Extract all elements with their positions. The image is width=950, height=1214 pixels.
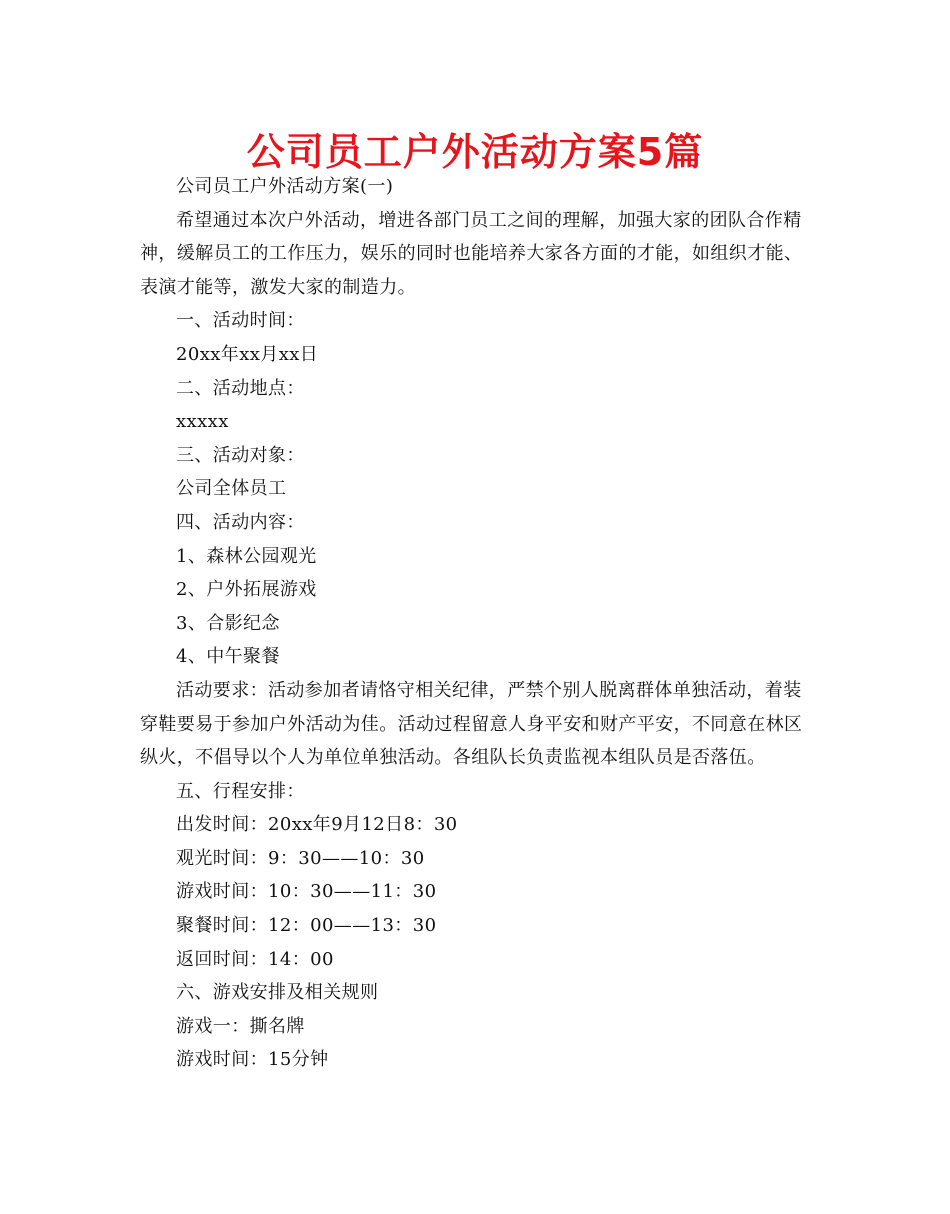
- content-item: 3、合影纪念: [176, 612, 280, 634]
- games-heading: 六、游戏安排及相关规则: [176, 982, 379, 1004]
- schedule-heading: 五、行程安排：: [176, 780, 305, 802]
- activity-location-heading: 二、活动地点：: [176, 377, 305, 399]
- section-heading: 公司员工户外活动方案(一): [176, 176, 394, 197]
- game-name: 游戏一：撕名牌: [176, 1015, 305, 1037]
- schedule-item: 返回时间：14：00: [176, 948, 334, 970]
- activity-content-heading: 四、活动内容：: [176, 511, 305, 533]
- content-item: 4、中午聚餐: [176, 646, 280, 668]
- activity-time-heading: 一、活动时间：: [176, 310, 305, 332]
- schedule-item: 观光时间：9：30——10：30: [176, 847, 425, 869]
- activity-target-heading: 三、活动对象：: [176, 444, 305, 466]
- document-body: [140, 170, 812, 1077]
- schedule-item: 聚餐时间：12：00——13：30: [176, 915, 437, 937]
- game-duration: 游戏时间：15分钟: [176, 1049, 329, 1071]
- requirements-paragraph: 活动要求：活动参加者请恪守相关纪律，严禁个别人脱离群体单独活动，着装穿鞋要易于参加户外活动为佳。活动过程留意人身平安和财产平安，不同意在林区纵火，不倡导以个人为单位单独活动。各组队长负责监视本组队员是否落伍。: [140, 679, 803, 769]
- schedule-item: 游戏时间：10：30——11：30: [176, 881, 437, 903]
- content-item: 1、森林公园观光: [176, 545, 317, 567]
- intro-paragraph: 希望通过本次户外活动，增进各部门员工之间的理解，加强大家的团队合作精神，缓解员工的工作压力，娱乐的同时也能培养大家各方面的才能，如组织才能、表演才能等，激发大家的制造力。: [140, 209, 803, 298]
- activity-location-value: xxxxx: [176, 411, 229, 433]
- activity-time-value: 20xx年xx月xx日: [176, 343, 319, 365]
- document-title: 公司员工户外活动方案5篇: [246, 130, 704, 174]
- content-item: 2、户外拓展游戏: [176, 579, 317, 601]
- schedule-item: 出发时间：20xx年9月12日8：30: [176, 814, 458, 836]
- activity-target-value: 公司全体员工: [176, 478, 287, 500]
